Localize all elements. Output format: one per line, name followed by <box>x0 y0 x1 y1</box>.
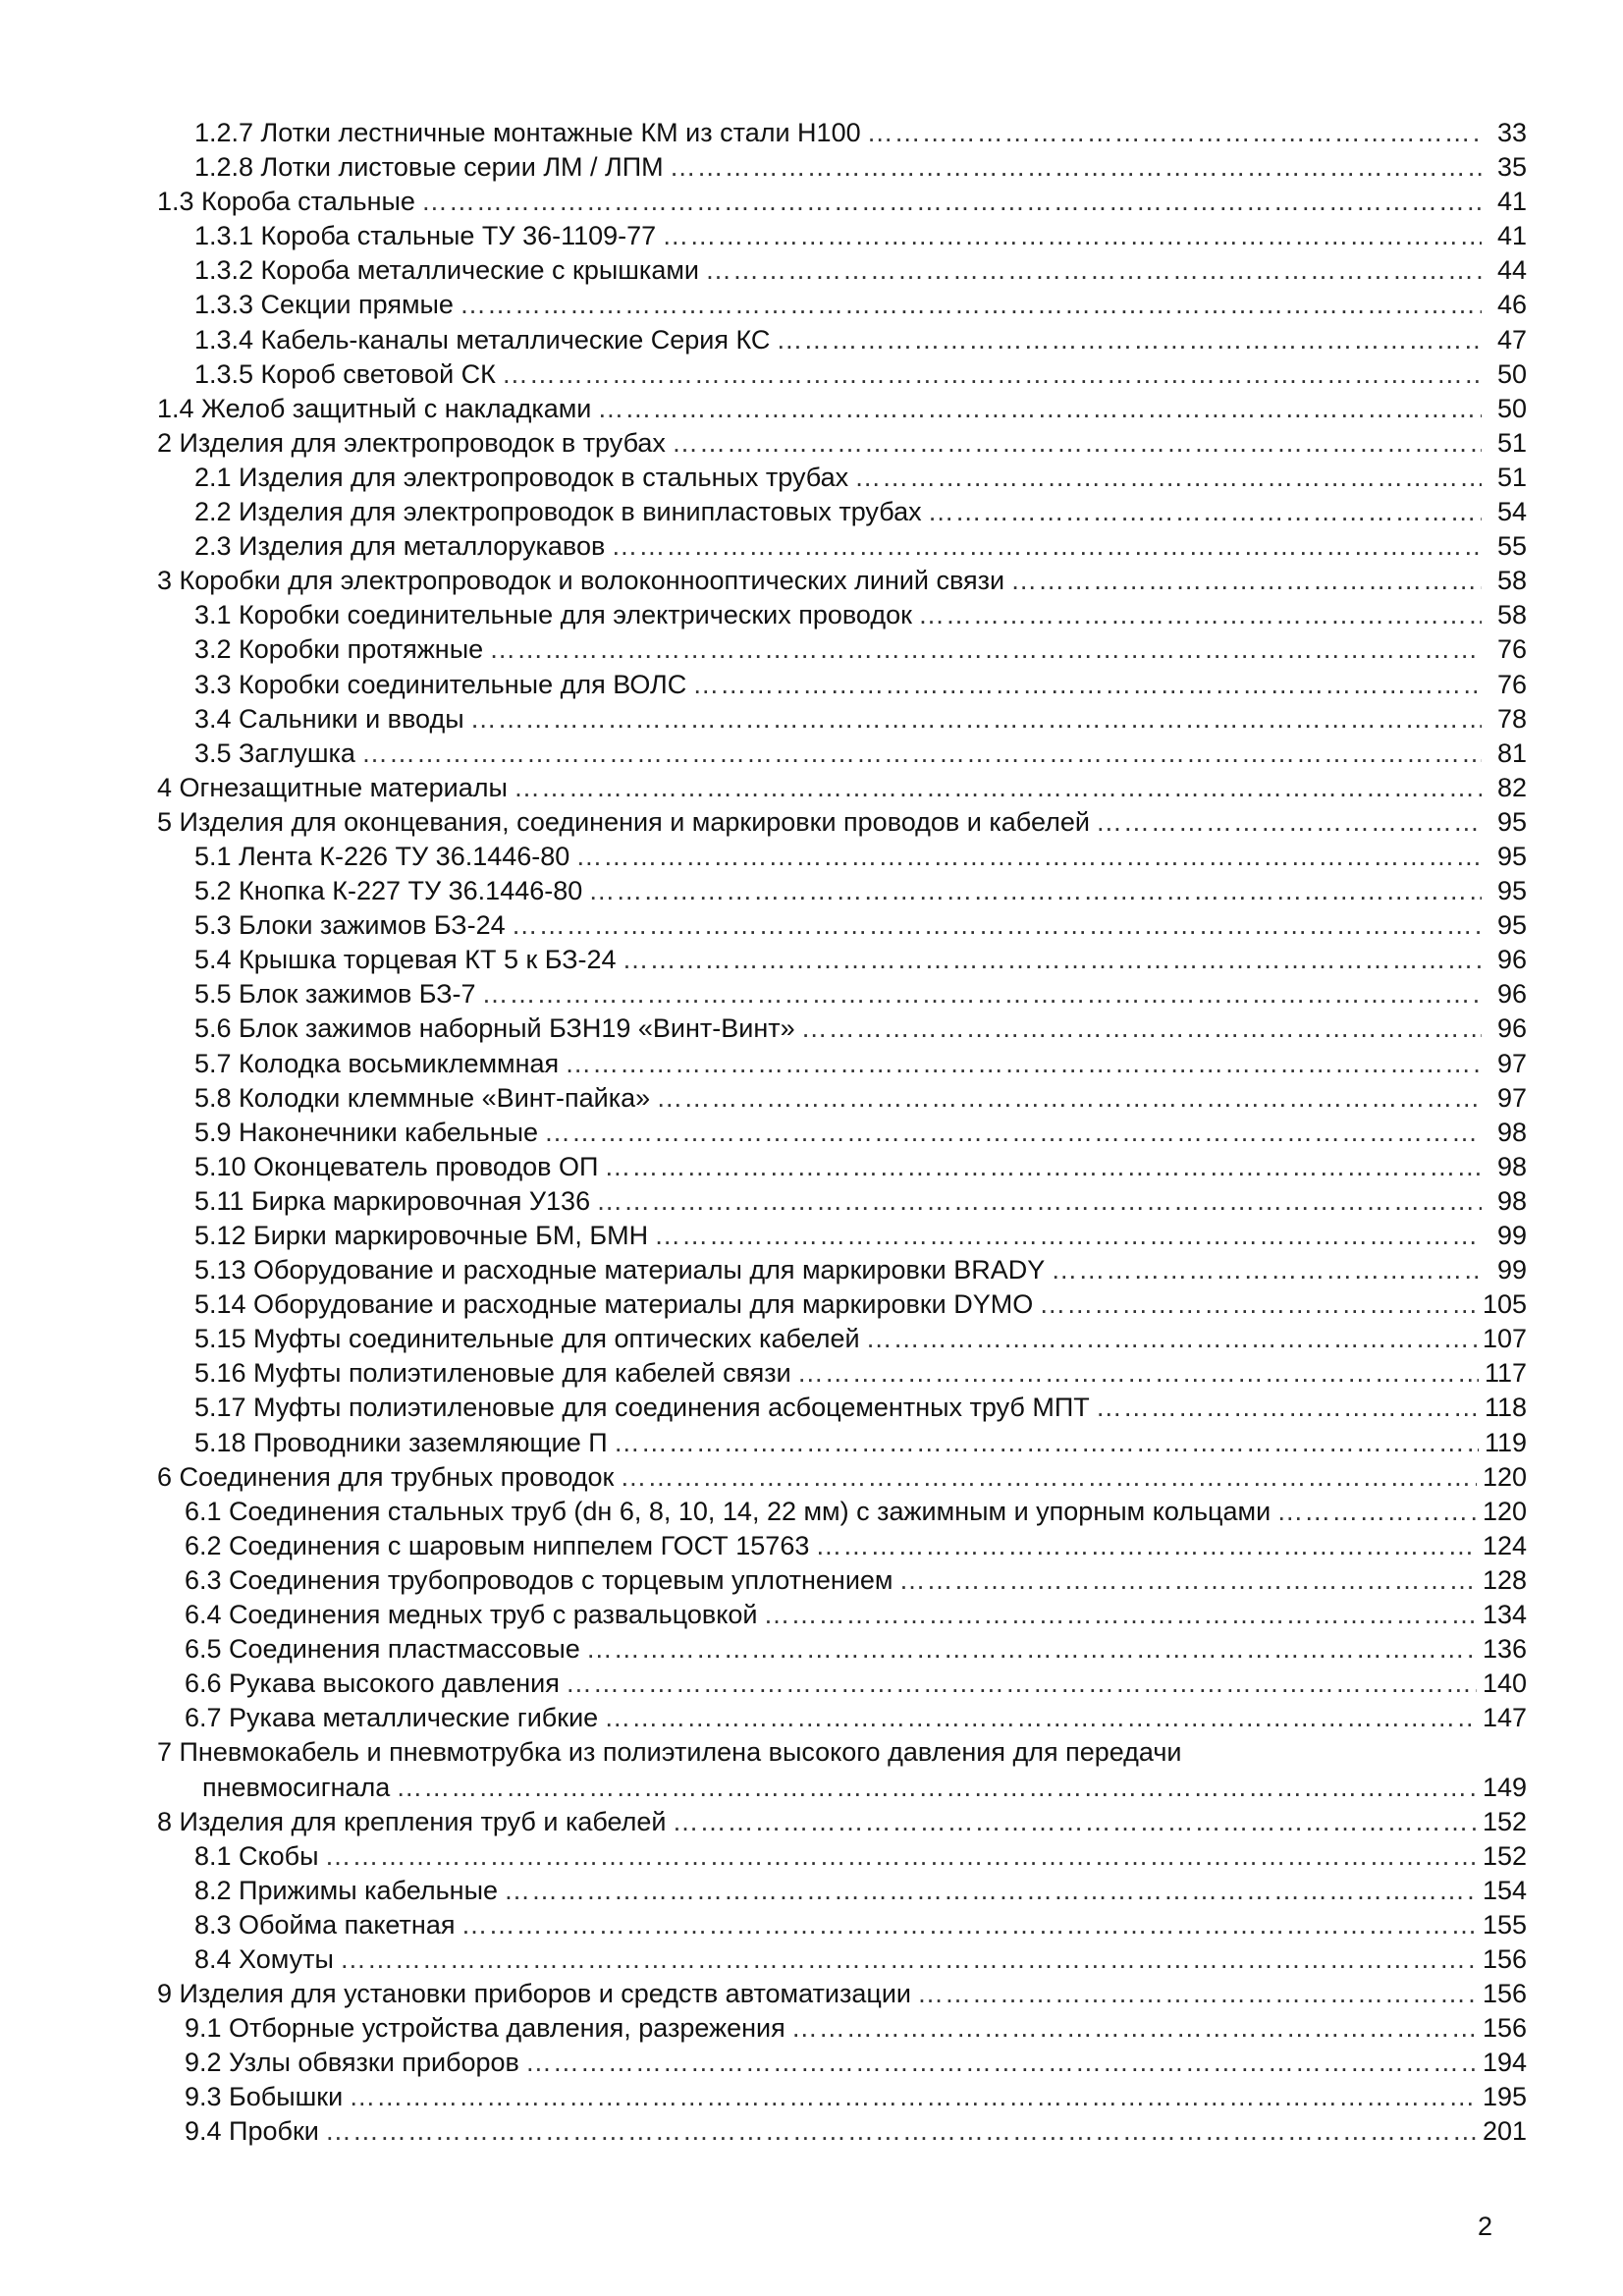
dot-leader <box>361 737 1482 771</box>
toc-entry[interactable] <box>157 1667 1527 1701</box>
toc-entry-title: 9.2 Узлы обвязки приборов <box>185 2048 519 2078</box>
dot-leader <box>867 116 1482 150</box>
toc-entry[interactable] <box>157 840 1527 874</box>
dot-leader <box>763 1598 1476 1632</box>
toc-entry[interactable] <box>157 1287 1527 1322</box>
toc-entry-page: 194 <box>1482 2048 1527 2078</box>
toc-entry-title: 5.6 Блок зажимов наборный БЗН19 «Винт-Винт» <box>194 1013 795 1044</box>
toc-entry[interactable] <box>157 805 1527 840</box>
toc-entry[interactable] <box>157 2011 1527 2046</box>
toc-entry[interactable] <box>157 495 1527 529</box>
toc-entry-page: 155 <box>1482 1909 1527 1940</box>
toc-entry[interactable] <box>157 1771 1527 1805</box>
toc-entry[interactable] <box>157 1874 1527 1908</box>
toc-entry[interactable] <box>157 1426 1527 1460</box>
dot-leader <box>460 288 1482 322</box>
toc-entry[interactable] <box>157 1081 1527 1116</box>
toc-entry[interactable] <box>157 564 1527 598</box>
dot-leader <box>614 1426 1479 1460</box>
toc-entry-page: 58 <box>1496 600 1527 630</box>
dot-leader <box>512 908 1482 943</box>
toc-entry[interactable] <box>157 702 1527 737</box>
toc-entry-page: 156 <box>1482 1979 1527 2009</box>
dot-leader <box>597 392 1482 426</box>
toc-entry-page: 97 <box>1496 1048 1527 1078</box>
toc-entry-title: 8.1 Скобы <box>194 1840 319 1871</box>
toc-entry-page: 107 <box>1482 1324 1527 1354</box>
toc-entry[interactable] <box>157 1460 1527 1495</box>
dot-leader <box>340 1942 1477 1977</box>
dot-leader <box>544 1116 1482 1150</box>
toc-entry[interactable] <box>157 1942 1527 1977</box>
toc-entry-page: 156 <box>1482 2013 1527 2044</box>
dot-leader <box>705 253 1482 288</box>
toc-entry[interactable] <box>157 288 1527 322</box>
toc-entry[interactable] <box>157 1598 1527 1632</box>
toc-entry-title: 6.7 Рукава металлические гибкие <box>185 1703 599 1733</box>
toc-entry-page: 51 <box>1496 427 1527 458</box>
dot-leader <box>565 1047 1482 1081</box>
toc-entry-title: 6.1 Соединения стальных труб (dн 6, 8, 10, 14, 22 мм) с зажимным и упорным кольцами <box>185 1496 1271 1526</box>
toc-entry-page: 95 <box>1496 841 1527 871</box>
toc-entry-title: 1.3.5 Короб световой СК <box>194 358 496 389</box>
toc-entry-page: 78 <box>1496 703 1527 734</box>
toc-entry-page: 105 <box>1482 1289 1527 1320</box>
dot-leader <box>604 1150 1482 1184</box>
toc-entry[interactable] <box>157 253 1527 288</box>
dot-leader <box>1039 1287 1477 1322</box>
toc-entry-page: 81 <box>1496 738 1527 768</box>
toc-entry-title: 9.3 Бобышки <box>185 2082 344 2112</box>
toc-entry-page: 124 <box>1482 1530 1527 1560</box>
toc-entry[interactable] <box>157 1632 1527 1667</box>
toc-entry[interactable] <box>157 1391 1527 1425</box>
toc-entry-title: 5.13 Оборудование и расходные материалы для маркировки BRADY <box>194 1255 1046 1285</box>
toc-entry[interactable] <box>157 1908 1527 1942</box>
toc-entry-title: 6.2 Соединения с шаровым ниппелем ГОСТ 15763 <box>185 1530 810 1560</box>
toc-entry-page: 152 <box>1482 1840 1527 1871</box>
table-of-contents <box>157 116 1527 2150</box>
toc-entry-title: 2.2 Изделия для электропроводок в винипластовых трубах <box>194 497 922 527</box>
toc-entry-page: 117 <box>1484 1358 1527 1389</box>
toc-entry-page: 95 <box>1496 910 1527 941</box>
toc-entry[interactable] <box>157 1495 1527 1529</box>
toc-entry[interactable] <box>157 1047 1527 1081</box>
dot-leader <box>611 529 1482 564</box>
toc-entry-title: 4 Огнезащитные материалы <box>157 772 508 802</box>
toc-entry[interactable] <box>157 323 1527 357</box>
toc-entry-title: 1.3 Короба стальные <box>157 187 415 217</box>
toc-entry-page: 128 <box>1482 1564 1527 1595</box>
toc-entry-page: 82 <box>1496 772 1527 802</box>
toc-entry-title: 5.18 Проводники заземляющие П <box>194 1427 608 1457</box>
toc-entry-page: 99 <box>1496 1255 1527 1285</box>
dot-leader <box>586 1632 1477 1667</box>
toc-entry[interactable] <box>157 357 1527 392</box>
toc-entry-title: 5.4 Крышка торцевая КТ 5 к БЗ-24 <box>194 945 617 975</box>
dot-leader <box>670 150 1482 185</box>
toc-entry-title: 3 Коробки для электропроводок и волоконнооптических линий связи <box>157 566 1005 596</box>
toc-entry-title: 8.3 Обойма пакетная <box>194 1909 456 1940</box>
toc-entry-page: 118 <box>1484 1393 1527 1423</box>
dot-leader <box>917 1977 1477 2011</box>
toc-entry-title: 1.3.2 Короба металлические с крышками <box>194 255 700 286</box>
dot-leader <box>662 219 1482 253</box>
toc-entry[interactable] <box>157 116 1527 150</box>
toc-entry[interactable] <box>157 185 1527 219</box>
toc-entry-title: 5.10 Оконцеватель проводов ОП <box>194 1151 599 1181</box>
dot-leader <box>575 840 1482 874</box>
toc-entry[interactable] <box>157 668 1527 702</box>
toc-entry[interactable] <box>157 632 1527 667</box>
toc-entry-title: 5 Изделия для оконцевания, соединения и маркировки проводов и кабелей <box>157 806 1090 837</box>
toc-entry-title: 3.4 Сальники и вводы <box>194 703 464 734</box>
toc-entry-title: 6.4 Соединения медных труб с развальцовкой <box>185 1600 758 1630</box>
toc-entry-title: 3.1 Коробки соединительные для электрических проводок <box>194 600 912 630</box>
toc-entry-title: пневмосигнала <box>202 1772 391 1802</box>
toc-entry[interactable] <box>157 1701 1527 1735</box>
toc-entry-page: 58 <box>1496 566 1527 596</box>
toc-entry-title: 8 Изделия для крепления труб и кабелей <box>157 1806 667 1836</box>
toc-entry-title: 5.14 Оборудование и расходные материалы для маркировки DYMO <box>194 1289 1034 1320</box>
toc-entry-title: 5.12 Бирки маркировочные БМ, БМН <box>194 1221 649 1250</box>
dot-leader <box>1276 1495 1477 1529</box>
toc-entry-page: 51 <box>1496 462 1527 492</box>
toc-entry-page: 50 <box>1496 358 1527 389</box>
toc-entry-title: 6.6 Рукава высокого давления <box>185 1668 560 1699</box>
toc-entry-title: 1.2.7 Лотки лестничные монтажные КМ из стали Н100 <box>194 118 861 147</box>
dot-leader <box>396 1771 1477 1805</box>
toc-entry[interactable] <box>157 1735 1527 1770</box>
dot-leader <box>672 426 1482 461</box>
toc-entry[interactable] <box>157 461 1527 495</box>
dot-leader <box>525 2046 1477 2080</box>
toc-entry[interactable] <box>157 1356 1527 1391</box>
dot-leader <box>815 1529 1477 1563</box>
toc-entry[interactable] <box>157 1977 1527 2011</box>
toc-entry[interactable] <box>157 771 1527 805</box>
toc-entry-page: 97 <box>1496 1082 1527 1113</box>
toc-entry[interactable] <box>157 1150 1527 1184</box>
toc-entry-title: 5.7 Колодка восьмиклеммная <box>194 1048 560 1078</box>
dot-leader <box>325 2114 1477 2149</box>
toc-entry-page: 76 <box>1496 634 1527 665</box>
page-number: 2 <box>1478 2212 1493 2241</box>
toc-entry[interactable] <box>157 908 1527 943</box>
toc-entry[interactable] <box>157 943 1527 977</box>
toc-entry-page: 54 <box>1496 497 1527 527</box>
toc-entry-page: 98 <box>1496 1117 1527 1147</box>
dot-leader <box>656 1081 1482 1116</box>
toc-entry-title: 5.17 Муфты полиэтиленовые для соединения асбоцементных труб МПТ <box>194 1393 1090 1423</box>
toc-entry-title: 2.1 Изделия для электропроводок в стальных трубах <box>194 462 849 492</box>
dot-leader <box>325 1839 1477 1874</box>
toc-entry-title: 5.9 Наконечники кабельные <box>194 1117 539 1147</box>
toc-entry-page: 98 <box>1496 1185 1527 1216</box>
toc-entry-page: 35 <box>1496 152 1527 183</box>
toc-entry[interactable] <box>157 977 1527 1011</box>
dot-leader <box>349 2080 1477 2114</box>
dot-leader <box>504 1874 1477 1908</box>
dot-leader <box>489 632 1482 667</box>
dot-leader <box>918 598 1482 632</box>
toc-entry-page: 140 <box>1482 1668 1527 1699</box>
toc-entry-title: 5.11 Бирка маркировочная У136 <box>194 1185 591 1216</box>
toc-entry-page: 195 <box>1482 2082 1527 2112</box>
toc-entry[interactable] <box>157 2046 1527 2080</box>
dot-leader <box>1096 805 1482 840</box>
dot-leader <box>776 323 1482 357</box>
toc-entry-title: 3.5 Заглушка <box>194 738 355 768</box>
toc-entry-title: 5.5 Блок зажимов БЗ-7 <box>194 979 476 1010</box>
toc-entry[interactable] <box>157 874 1527 908</box>
toc-entry[interactable] <box>157 737 1527 771</box>
toc-entry-page: 95 <box>1496 876 1527 906</box>
toc-entry-title: 7 Пневмокабель и пневмотрубка из полиэтилена высокого давления для передачи <box>157 1737 1182 1768</box>
toc-entry[interactable] <box>157 2114 1527 2149</box>
toc-entry[interactable] <box>157 150 1527 185</box>
toc-entry-title: 6.3 Соединения трубопроводов с торцевым уплотнением <box>185 1564 893 1595</box>
dot-leader <box>654 1219 1482 1253</box>
toc-entry-title: 5.1 Лента К-226 ТУ 36.1446-80 <box>194 841 570 871</box>
toc-entry-page: 96 <box>1496 945 1527 975</box>
toc-entry-title: 5.2 Кнопка К-227 ТУ 36.1446-80 <box>194 876 583 906</box>
toc-entry[interactable] <box>157 1805 1527 1839</box>
toc-entry-title: 8.4 Хомуты <box>194 1943 334 1974</box>
toc-entry-page: 156 <box>1482 1943 1527 1974</box>
toc-entry-title: 5.8 Колодки клеммные «Винт-пайка» <box>194 1082 651 1113</box>
dot-leader <box>566 1667 1477 1701</box>
toc-entry-title: 9.4 Пробки <box>185 2116 319 2147</box>
toc-entry-page: 96 <box>1496 979 1527 1010</box>
dot-leader <box>899 1563 1477 1598</box>
toc-entry-title: 9 Изделия для установки приборов и средств автоматизации <box>157 1979 911 2009</box>
toc-entry-page: 120 <box>1482 1496 1527 1526</box>
toc-entry-page: 120 <box>1482 1461 1527 1492</box>
toc-entry-page: 95 <box>1496 806 1527 837</box>
toc-entry-title: 5.3 Блоки зажимов БЗ-24 <box>194 910 506 941</box>
dot-leader <box>622 943 1482 977</box>
toc-entry[interactable] <box>157 1253 1527 1287</box>
dot-leader <box>460 1908 1476 1942</box>
toc-entry-title: 5.15 Муфты соединительные для оптических кабелей <box>194 1324 860 1354</box>
dot-leader <box>1096 1391 1479 1425</box>
dot-leader <box>421 185 1482 219</box>
toc-entry-title: 5.16 Муфты полиэтиленовые для кабелей связи <box>194 1358 791 1389</box>
toc-entry-page: 41 <box>1496 187 1527 217</box>
toc-entry[interactable] <box>157 1529 1527 1563</box>
toc-entry-page: 149 <box>1482 1772 1527 1802</box>
dot-leader <box>588 874 1482 908</box>
toc-entry[interactable] <box>157 529 1527 564</box>
toc-entry-title: 9.1 Отборные устройства давления, разрежения <box>185 2013 785 2044</box>
toc-entry-title: 6.5 Соединения пластмассовые <box>185 1634 580 1665</box>
toc-entry-page: 96 <box>1496 1013 1527 1044</box>
toc-entry[interactable] <box>157 219 1527 253</box>
toc-entry-title: 2 Изделия для электропроводок в трубах <box>157 427 666 458</box>
toc-entry-title: 3.2 Коробки протяжные <box>194 634 484 665</box>
toc-entry-page: 55 <box>1496 531 1527 562</box>
toc-entry[interactable] <box>157 1839 1527 1874</box>
toc-entry-page: 50 <box>1496 393 1527 423</box>
toc-entry-page: 33 <box>1496 118 1527 147</box>
toc-entry-page: 46 <box>1496 290 1527 320</box>
toc-entry[interactable] <box>157 1116 1527 1150</box>
toc-entry-page: 99 <box>1496 1221 1527 1250</box>
dot-leader <box>1010 564 1482 598</box>
toc-entry[interactable] <box>157 426 1527 461</box>
toc-entry[interactable] <box>157 2080 1527 2114</box>
toc-entry[interactable] <box>157 1219 1527 1253</box>
dot-leader <box>620 1460 1477 1495</box>
dot-leader <box>692 668 1482 702</box>
dot-leader <box>502 357 1482 392</box>
toc-entry-page: 136 <box>1482 1634 1527 1665</box>
dot-leader <box>1051 1253 1482 1287</box>
toc-entry[interactable] <box>157 1184 1527 1219</box>
toc-entry-page: 147 <box>1482 1703 1527 1733</box>
dot-leader <box>482 977 1482 1011</box>
toc-entry-page: 41 <box>1496 221 1527 251</box>
toc-entry[interactable] <box>157 1322 1527 1356</box>
dot-leader <box>791 2011 1477 2046</box>
toc-entry-title: 1.3.1 Короба стальные ТУ 36-1109-77 <box>194 221 657 251</box>
toc-entry-page: 152 <box>1482 1806 1527 1836</box>
dot-leader <box>854 461 1482 495</box>
toc-entry-page: 134 <box>1482 1600 1527 1630</box>
dot-leader <box>797 1356 1479 1391</box>
toc-entry-title: 1.3.3 Секции прямые <box>194 290 454 320</box>
toc-entry[interactable] <box>157 598 1527 632</box>
toc-entry-title: 3.3 Коробки соединительные для ВОЛС <box>194 669 687 699</box>
toc-entry-title: 8.2 Прижимы кабельные <box>194 1875 499 1905</box>
toc-entry[interactable] <box>157 392 1527 426</box>
dot-leader <box>673 1805 1477 1839</box>
dot-leader <box>604 1701 1477 1735</box>
toc-entry-page: 119 <box>1484 1427 1527 1457</box>
dot-leader <box>514 771 1482 805</box>
dot-leader <box>470 702 1482 737</box>
dot-leader <box>866 1322 1477 1356</box>
toc-entry[interactable] <box>157 1563 1527 1598</box>
toc-entry-title: 2.3 Изделия для металлорукавов <box>194 531 606 562</box>
toc-entry-title: 1.2.8 Лотки листовые серии ЛМ / ЛПМ <box>194 152 664 183</box>
toc-entry-title: 6 Соединения для трубных проводок <box>157 1461 615 1492</box>
toc-entry[interactable] <box>157 1011 1527 1046</box>
dot-leader <box>928 495 1482 529</box>
toc-entry-page: 47 <box>1496 324 1527 355</box>
toc-entry-page: 76 <box>1496 669 1527 699</box>
dot-leader <box>801 1011 1482 1046</box>
toc-entry-page: 154 <box>1482 1875 1527 1905</box>
toc-entry-page: 44 <box>1496 255 1527 286</box>
dot-leader <box>596 1184 1482 1219</box>
toc-entry-page: 201 <box>1482 2116 1527 2147</box>
toc-entry-title: 1.3.4 Кабель-каналы металлические Серия КС <box>194 324 771 355</box>
toc-entry-page: 98 <box>1496 1151 1527 1181</box>
toc-entry-title: 1.4 Желоб защитный с накладками <box>157 393 592 423</box>
